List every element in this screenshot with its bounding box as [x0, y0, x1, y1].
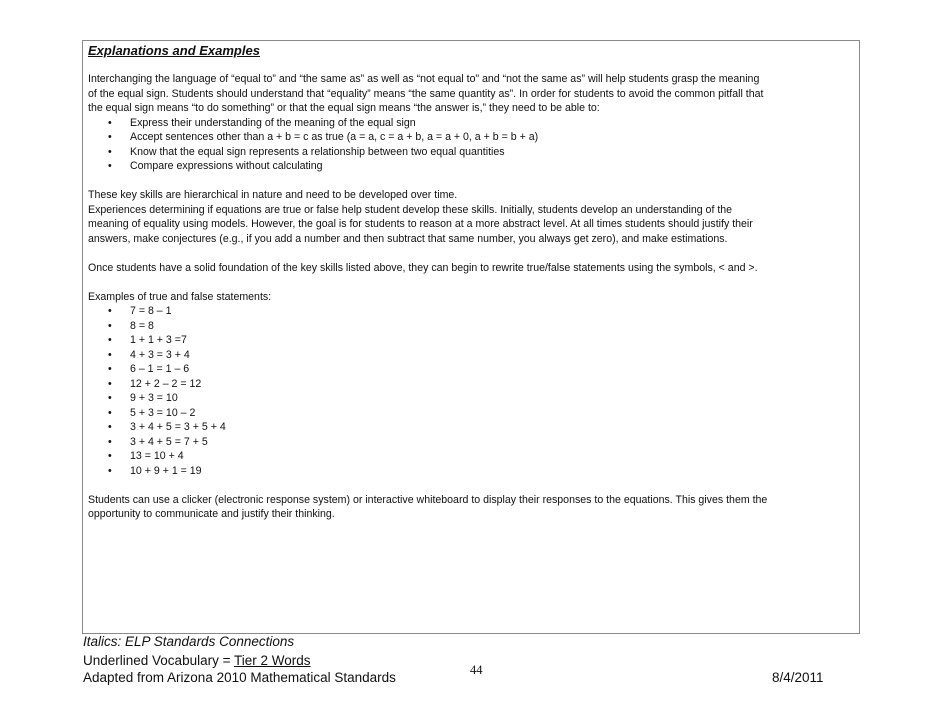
bullet-icon: •: [108, 160, 112, 172]
text-line: Interchanging the language of “equal to” and “the same as” as well as “not equal to” and “not the same as” will help students grasp the meaning: [88, 73, 760, 85]
bullet-icon: •: [108, 435, 112, 448]
bullet-icon: •: [108, 421, 112, 433]
footer-vocabulary-note: [83, 653, 311, 668]
text-line: Experiences determining if equations are true or false help student develop these skills. Initially, students develop an understanding of the: [88, 203, 733, 216]
bullet-icon: •: [108, 334, 112, 346]
bullet-icon: •: [108, 131, 112, 143]
bullet-icon: •: [108, 464, 112, 477]
list-item: • 9 + 3 = 10: [108, 392, 178, 404]
bullet-icon: •: [108, 363, 112, 375]
list-item: • 6 – 1 = 1 – 6: [108, 363, 190, 375]
text-line: These key skills are hierarchical in nature and need to be developed over time.: [88, 189, 458, 201]
list-item: • Know that the equal sign represents a relationship between two equal quantities: [108, 145, 505, 158]
bullet-icon: •: [108, 348, 112, 361]
examples-list: [88, 304, 858, 478]
paragraph-clicker: [88, 493, 858, 522]
bullet-icon: •: [108, 406, 112, 419]
bullet-icon: •: [108, 450, 112, 462]
bullet-icon: •: [108, 392, 112, 404]
text-line: the equal sign means “to do something” or that the equal sign means “the answer is,” they need to be able to:: [88, 102, 600, 114]
list-item: • 12 + 2 – 2 = 12: [108, 377, 202, 390]
list-item: • Compare expressions without calculating: [108, 160, 323, 172]
list-item: • Accept sentences other than a + b = c as true (a = a, c = a + b, a = a + 0, a + b = b + a): [108, 131, 539, 143]
list-item: • Express their understanding of the meaning of the equal sign: [108, 116, 416, 129]
skills-list: [88, 116, 858, 174]
footer-vocabulary-term: Tier 2 Words: [233, 653, 311, 668]
text-line: meaning of equality using models. However, the goal is for students to reason at a more abstract level. At all times students should justify their: [88, 218, 753, 230]
text-line: Students can use a clicker (electronic response system) or interactive whiteboard to display their responses to the equations. This gives them the: [88, 493, 768, 506]
list-item: • 3 + 4 + 5 = 3 + 5 + 4: [108, 421, 226, 433]
bullet-icon: •: [108, 145, 112, 158]
list-item: • 4 + 3 = 3 + 4: [108, 348, 190, 361]
list-item: • 5 + 3 = 10 – 2: [108, 406, 196, 419]
list-item: • 3 + 4 + 5 = 7 + 5: [108, 435, 208, 448]
text-line: of the equal sign. Students should understand that “equality” means “the same quantity as”. In order for students to avoid the common pitfall that: [88, 87, 764, 100]
paragraph-key-skills: [88, 188, 858, 246]
bullet-icon: •: [108, 305, 112, 317]
text-line: opportunity to communicate and justify their thinking.: [88, 508, 335, 520]
list-item: • 7 = 8 – 1: [108, 305, 172, 317]
footer-date: 8/4/2011: [772, 670, 824, 685]
text-line: answers, make conjectures (e.g., if you add a number and then subtract that same number, you always get zero), and make estimations.: [88, 232, 728, 245]
examples-intro: Examples of true and false statements:: [88, 290, 272, 303]
footer-italics-note: Italics: ELP Standards Connections: [83, 634, 295, 649]
section-heading: Explanations and Examples: [88, 43, 260, 58]
bullet-icon: •: [108, 116, 112, 129]
list-item: • 1 + 1 + 3 =7: [108, 334, 187, 346]
footer-vocabulary-prefix: Underlined Vocabulary =: [83, 653, 234, 668]
bullet-icon: •: [108, 377, 112, 390]
paragraph-symbols: Once students have a solid foundation of the key skills listed above, they can begin to rewrite true/false statements using the symbols, < and >.: [88, 261, 758, 274]
paragraph-equality-language: [88, 72, 858, 116]
footer-adapted-source: Adapted from Arizona 2010 Mathematical Standards: [83, 670, 396, 685]
bullet-icon: •: [108, 319, 112, 332]
section-content: [88, 72, 858, 522]
list-item: • 13 = 10 + 4: [108, 450, 184, 462]
list-item: • 8 = 8: [108, 319, 154, 332]
page-number: 44: [470, 663, 483, 677]
list-item: • 10 + 9 + 1 = 19: [108, 464, 202, 477]
